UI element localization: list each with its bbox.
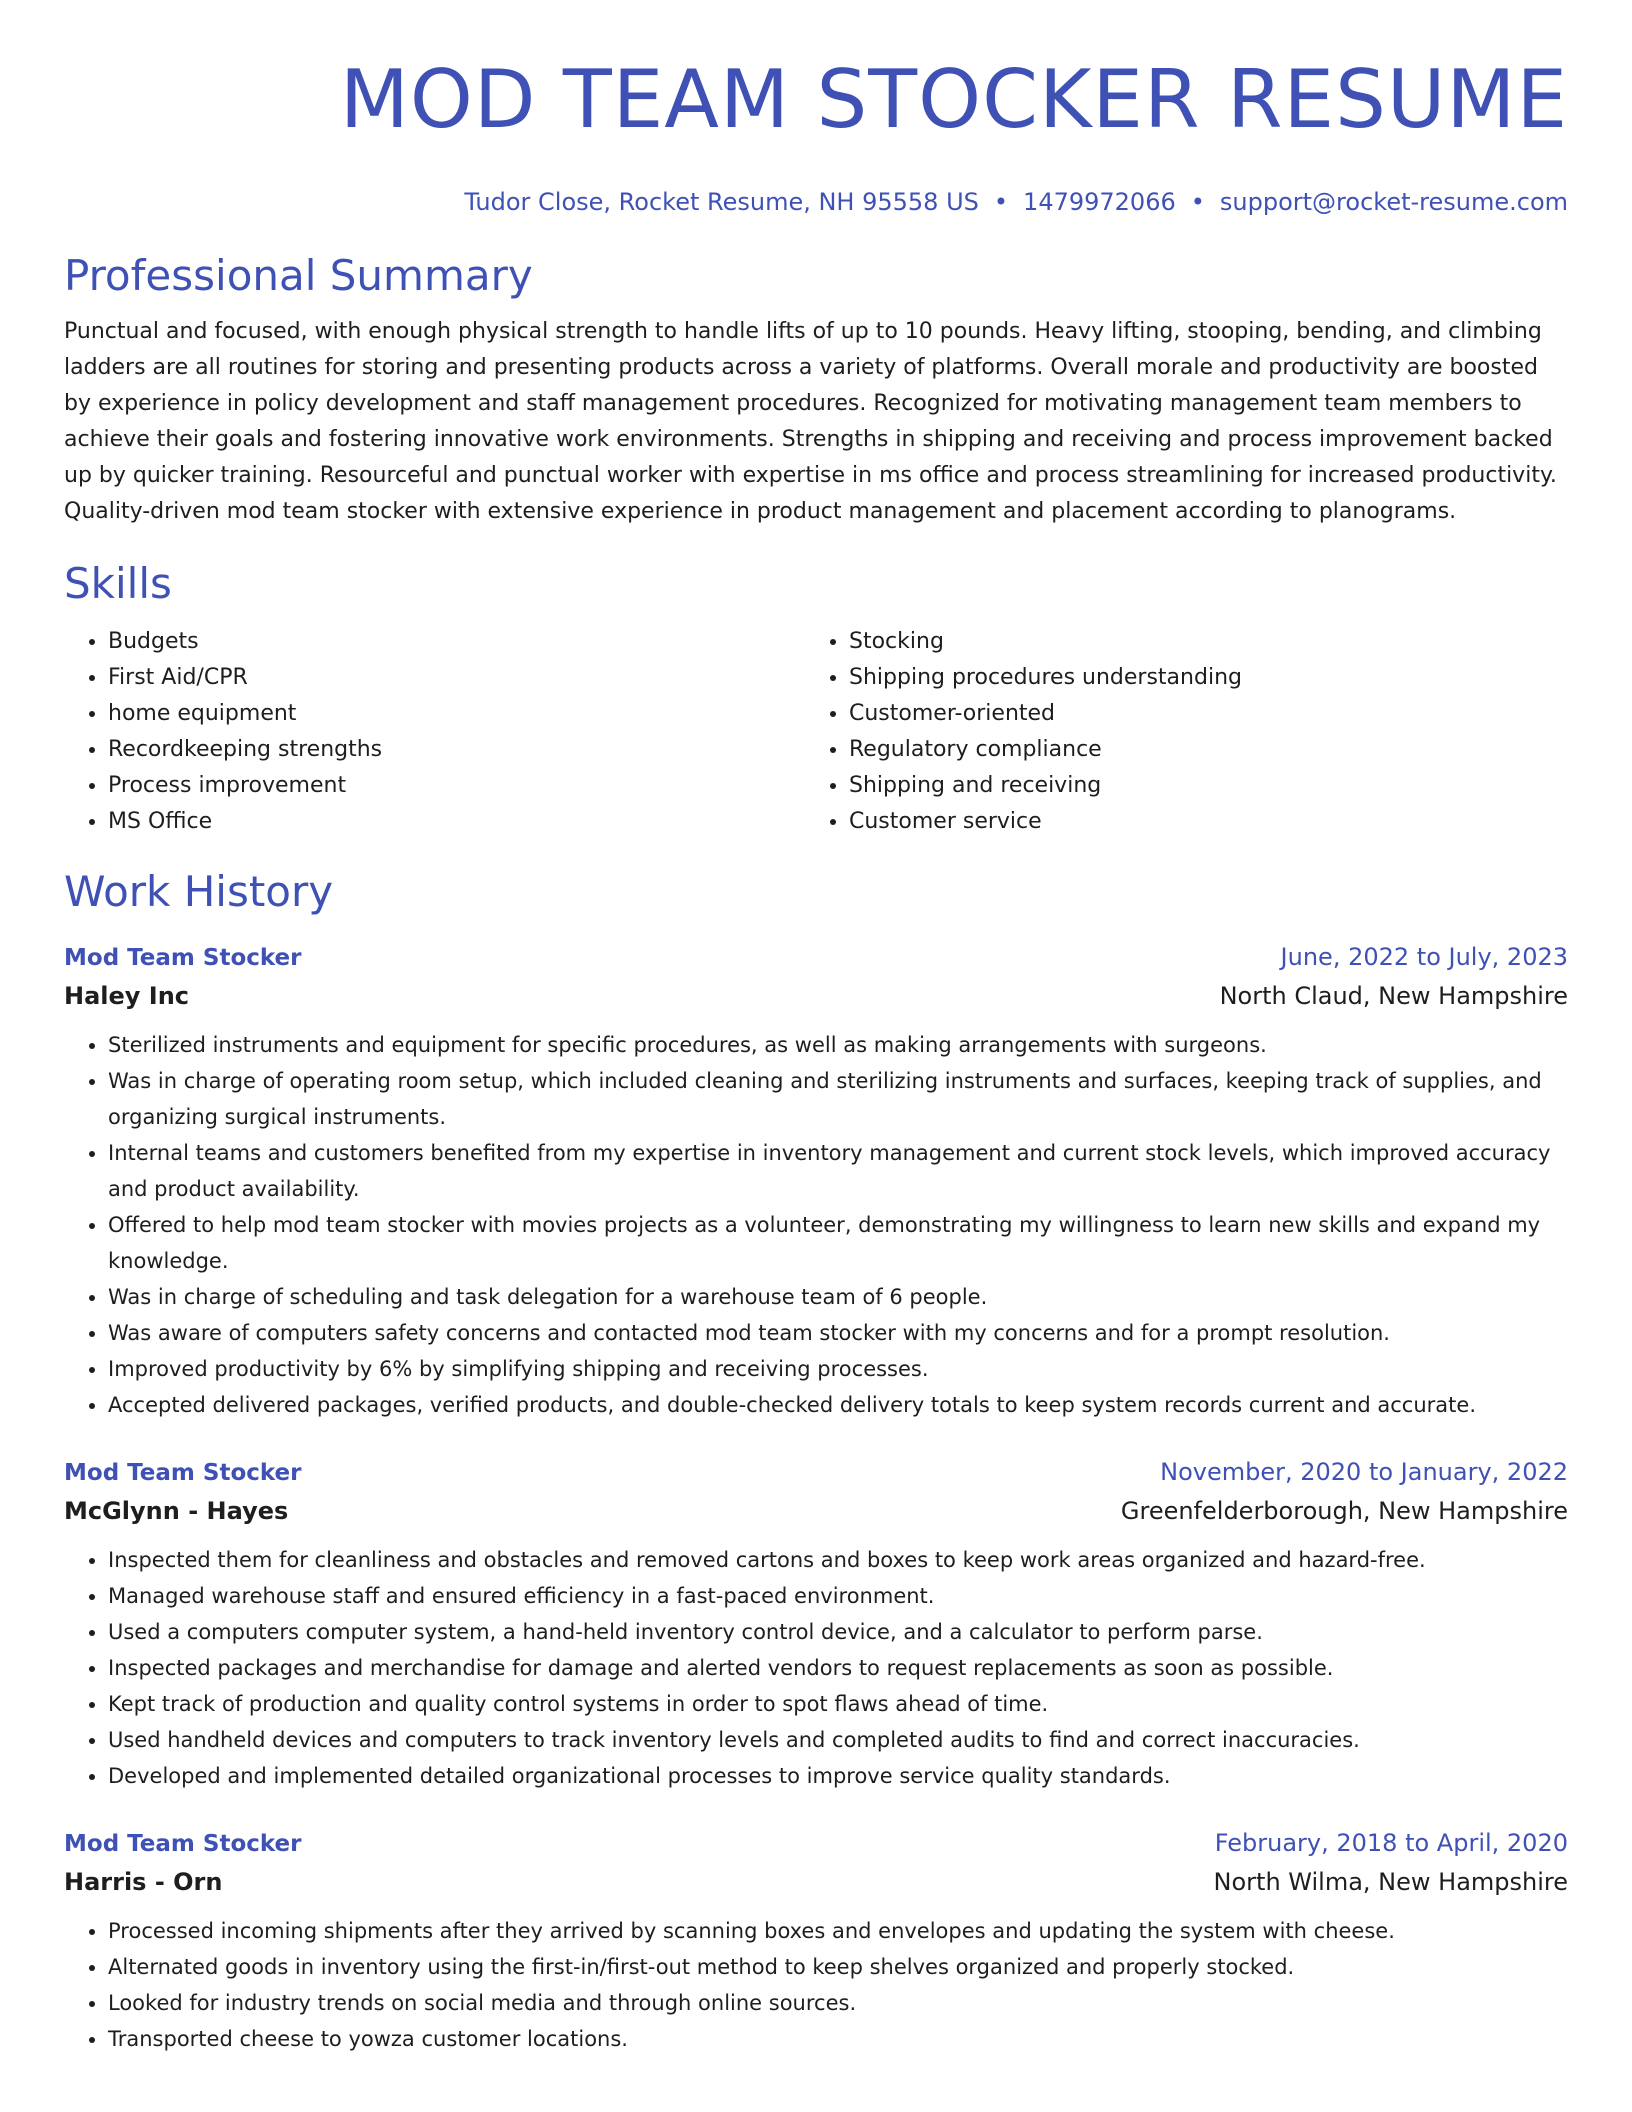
job-header: [64, 938, 1568, 977]
skill-item: • Regulatory compliance: [849, 732, 1546, 768]
job-duty: • Offered to help mod team stocker with movies projects as a volunteer, demonstrating my willingness to learn new skills and expand my knowledge.: [108, 1207, 1568, 1279]
skills-list: [64, 624, 1568, 840]
job-duty: • Looked for industry trends on social media and through online sources.: [108, 1985, 1568, 2021]
job-subheader: [64, 1492, 1568, 1530]
job-company: Harris - Orn: [64, 1868, 223, 1896]
contact-separator: •: [1190, 188, 1205, 216]
contact-separator: •: [993, 188, 1009, 216]
job-company: Haley Inc: [64, 982, 190, 1010]
job-dates: February, 2018 to April, 2020: [1214, 1829, 1568, 1857]
skills-heading: Skills: [64, 559, 172, 608]
job-duty: • Used handheld devices and computers to track inventory levels and completed audits to find and correct inaccuracies.: [108, 1722, 1568, 1758]
skill-item: • Shipping procedures understanding: [849, 660, 1546, 696]
skill-item: • Customer service: [849, 804, 1546, 840]
summary-heading: Professional Summary: [64, 251, 533, 300]
job-duty: • Was in charge of operating room setup, which included cleaning and sterilizing instruments and surfaces, keeping track of supplies, and organizing surgical instruments.: [108, 1063, 1568, 1135]
job-location: North Claud, New Hampshire: [1219, 982, 1568, 1010]
resume-title: MOD TEAM STOCKER RESUME: [339, 53, 1568, 146]
job-company: McGlynn - Hayes: [64, 1497, 289, 1525]
work-history-heading: Work History: [64, 867, 334, 916]
contact-address: Tudor Close, Rocket Resume, NH 95558 US: [464, 188, 979, 216]
job-duties: [64, 1542, 1568, 1794]
job-duty: • Processed incoming shipments after they arrived by scanning boxes and envelopes and updating the system with cheese.: [108, 1913, 1568, 1949]
contact-line: [64, 186, 1568, 218]
job-location: North Wilma, New Hampshire: [1213, 1868, 1568, 1896]
job-dates: June, 2022 to July, 2023: [1280, 943, 1568, 971]
contact-phone: 1479972066: [1023, 188, 1176, 216]
job-duty: • Developed and implemented detailed organizational processes to improve service quality standards.: [108, 1758, 1568, 1794]
job-duty: • Improved productivity by 6% by simplifying shipping and receiving processes.: [108, 1351, 1568, 1387]
job-duty: • Sterilized instruments and equipment for specific procedures, as well as making arrangements with surgeons.: [108, 1027, 1568, 1063]
skill-item: • MS Office: [108, 804, 805, 840]
job-duty: • Inspected them for cleanliness and obstacles and removed cartons and boxes to keep work areas organized and hazard-free.: [108, 1542, 1568, 1578]
job-dates: November, 2020 to January, 2022: [1160, 1458, 1568, 1486]
job-duty: • Inspected packages and merchandise for damage and alerted vendors to request replacements as soon as possible.: [108, 1650, 1568, 1686]
summary-text: Punctual and focused, with enough physical strength to handle lifts of up to 10 pounds. Heavy lifting, stooping, bending, and climbing ladders are all routines for storing and presenting products across a variety of platforms. Overall morale and productivity are boosted by experience in policy development and staff management procedures. Recognized for motivating management team members to achieve their goals and fostering innovative work environments. Strengths in shipping and receiving and process improvement backed up by quicker training. Resourceful and punctual worker with expertise in ms office and process streamlining for increased productivity. Quality-driven mod team stocker with extensive experience in product management and placement according to planograms.: [64, 319, 1557, 524]
job-title: Mod Team Stocker: [64, 1460, 302, 1486]
skill-item: • Recordkeeping strengths: [108, 732, 805, 768]
skill-item: • Customer-oriented: [849, 696, 1546, 732]
job-header: [64, 1824, 1568, 1863]
job-duty: • Kept track of production and quality control systems in order to spot flaws ahead of time.: [108, 1686, 1568, 1722]
job-duty: • Managed warehouse staff and ensured efficiency in a fast-paced environment.: [108, 1578, 1568, 1614]
job-entry: [64, 1824, 1568, 2057]
skill-item: • First Aid/CPR: [108, 660, 805, 696]
job-entry: [64, 938, 1568, 1423]
job-duty: • Internal teams and customers benefited from my expertise in inventory management and current stock levels, which improved accuracy and product availability.: [108, 1135, 1568, 1207]
skills-column-right: [805, 624, 1546, 840]
skill-item: • Shipping and receiving: [849, 768, 1546, 804]
job-duties: [64, 1027, 1568, 1423]
skill-item: • home equipment: [108, 696, 805, 732]
skill-item: • Stocking: [849, 624, 1546, 660]
job-duty: • Alternated goods in inventory using the first-in/first-out method to keep shelves organized and properly stocked.: [108, 1949, 1568, 1985]
job-duty: • Was aware of computers safety concerns and contacted mod team stocker with my concerns and for a prompt resolution.: [108, 1315, 1568, 1351]
job-subheader: [64, 1863, 1568, 1901]
job-entry: [64, 1453, 1568, 1794]
job-duty: • Transported cheese to yowza customer locations.: [108, 2021, 1568, 2057]
skill-item: • Process improvement: [108, 768, 805, 804]
job-location: Greenfelderborough, New Hampshire: [1120, 1497, 1568, 1525]
job-duties: [64, 1913, 1568, 2057]
job-title: Mod Team Stocker: [64, 945, 302, 971]
skill-item: • Budgets: [108, 624, 805, 660]
skills-column-left: [64, 624, 805, 840]
job-duty: • Accepted delivered packages, verified products, and double-checked delivery totals to keep system records current and accurate.: [108, 1387, 1568, 1423]
job-duty: • Was in charge of scheduling and task delegation for a warehouse team of 6 people.: [108, 1279, 1568, 1315]
job-header: [64, 1453, 1568, 1492]
job-duty: • Used a computers computer system, a hand-held inventory control device, and a calculator to perform parse.: [108, 1614, 1568, 1650]
job-title: Mod Team Stocker: [64, 1831, 302, 1857]
job-subheader: [64, 977, 1568, 1015]
contact-email[interactable]: support@rocket-resume.com: [1219, 188, 1568, 216]
